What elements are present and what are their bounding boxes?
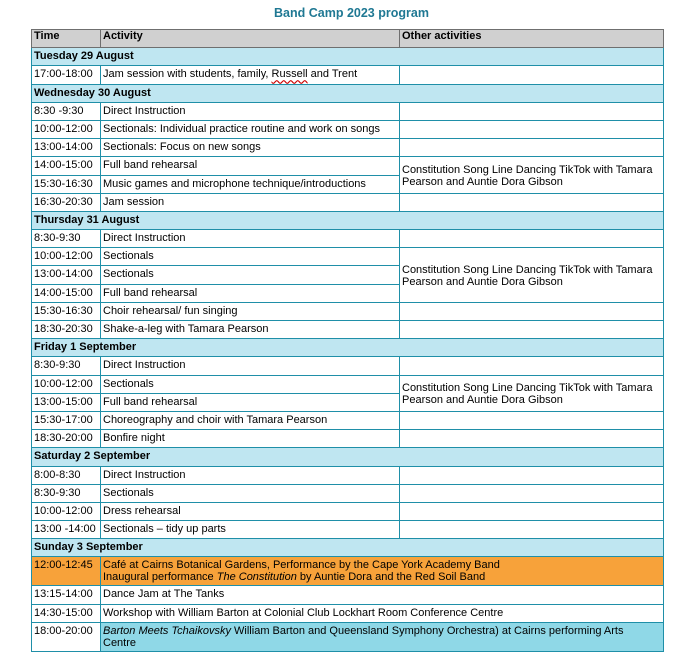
activity-cell (101, 622, 664, 651)
activity-cell: Choir rehearsal/ fun singing (101, 302, 400, 320)
time-cell: 10:00-12:00 (32, 502, 101, 520)
activity-cell: Full band rehearsal (101, 284, 400, 302)
activity-cell: Direct Instruction (101, 102, 400, 120)
activity-cell: Sectionals: Focus on new songs (101, 139, 400, 157)
table-row-highlighted (32, 622, 664, 651)
day-row (32, 539, 664, 557)
time-cell: 13:15-14:00 (32, 586, 101, 604)
other-activities-cell: Constitution Song Line Dancing TikTok with Tamara Pearson and Auntie Dora Gibson (400, 248, 664, 303)
table-row (32, 430, 664, 448)
day-row (32, 211, 664, 229)
activity-cell (101, 66, 400, 84)
other-cell (400, 102, 664, 120)
time-cell: 10:00-12:00 (32, 375, 101, 393)
table-row (32, 411, 664, 429)
table-row-highlighted (32, 557, 664, 586)
table-row (32, 248, 664, 266)
header-activity: Activity (101, 30, 400, 48)
time-cell: 8:30-9:30 (32, 357, 101, 375)
day-row (32, 339, 664, 357)
table-row (32, 484, 664, 502)
time-cell: 18:30-20:00 (32, 430, 101, 448)
table-row (32, 321, 664, 339)
time-cell: 17:00-18:00 (32, 66, 101, 84)
day-label: Wednesday 30 August (32, 84, 664, 102)
table-row (32, 466, 664, 484)
other-cell (400, 139, 664, 157)
time-cell: 8:30-9:30 (32, 230, 101, 248)
activity-line: Café at Cairns Botanical Gardens, Performance by the Cape York Academy Band (103, 559, 500, 572)
table-row (32, 302, 664, 320)
day-label: Thursday 31 August (32, 211, 664, 229)
time-cell: 18:00-20:00 (32, 622, 101, 651)
time-cell: 15:30-16:30 (32, 175, 101, 193)
table-header-row (32, 30, 664, 48)
activity-cell: Sectionals (101, 484, 400, 502)
activity-cell: Direct Instruction (101, 357, 400, 375)
day-row (32, 48, 664, 66)
activity-cell: Choreography and choir with Tamara Pearson (101, 411, 400, 429)
time-cell: 8:30 -9:30 (32, 102, 101, 120)
other-cell (400, 66, 664, 84)
table-row (32, 66, 664, 84)
other-cell (400, 502, 664, 520)
other-cell (400, 321, 664, 339)
activity-text: William Barton and Queensland Symphony Orchestra) at Cairns performing Arts (230, 624, 624, 637)
time-cell: 15:30-16:30 (32, 302, 101, 320)
time-cell: 14:00-15:00 (32, 284, 101, 302)
table-row (32, 521, 664, 539)
activity-cell: Sectionals (101, 266, 400, 284)
activity-cell: Direct Instruction (101, 230, 400, 248)
other-cell (400, 430, 664, 448)
activity-cell: Jam session (101, 193, 400, 211)
activity-cell: Sectionals (101, 375, 400, 393)
table-row (32, 357, 664, 375)
header-other: Other activities (400, 30, 664, 48)
header-time: Time (32, 30, 101, 48)
activity-line (103, 571, 661, 583)
table-row (32, 139, 664, 157)
other-cell (400, 230, 664, 248)
other-cell (400, 484, 664, 502)
other-cell (400, 357, 664, 375)
table-row (32, 586, 664, 604)
activity-text-underlined: Russell (271, 68, 308, 81)
day-row (32, 84, 664, 102)
activity-cell: Shake-a-leg with Tamara Pearson (101, 321, 400, 339)
table-row (32, 502, 664, 520)
program-table (31, 29, 664, 652)
activity-cell (101, 557, 664, 586)
other-cell (400, 521, 664, 539)
time-cell: 13:00 -14:00 (32, 521, 101, 539)
table-row (32, 375, 664, 393)
activity-cell: Sectionals: Individual practice routine and work on songs (101, 120, 400, 138)
other-cell (400, 411, 664, 429)
activity-text: by Auntie Dora and the Red Soil Band (296, 571, 486, 584)
page-title: Band Camp 2023 program (274, 6, 429, 20)
other-cell (400, 466, 664, 484)
table-row (32, 157, 664, 175)
activity-cell: Bonfire night (101, 430, 400, 448)
activity-text-italic: The Constitution (216, 571, 297, 584)
table-row (32, 230, 664, 248)
time-cell: 15:30-17:00 (32, 411, 101, 429)
activity-cell: Workshop with William Barton at Colonial Club Lockhart Room Conference Centre (101, 604, 664, 622)
table-row (32, 102, 664, 120)
other-cell (400, 193, 664, 211)
other-activities-cell: Constitution Song Line Dancing TikTok with Tamara Pearson and Auntie Dora Gibson (400, 375, 664, 411)
activity-cell: Dress rehearsal (101, 502, 400, 520)
time-cell: 8:00-8:30 (32, 466, 101, 484)
time-cell: 14:30-15:00 (32, 604, 101, 622)
activity-cell: Dance Jam at The Tanks (101, 586, 664, 604)
time-cell: 10:00-12:00 (32, 120, 101, 138)
day-label: Tuesday 29 August (32, 48, 664, 66)
activity-text: Jam session with students, family, (103, 68, 272, 81)
table-row (32, 120, 664, 138)
time-cell: 12:00-12:45 (32, 557, 101, 586)
activity-line: Centre (103, 636, 137, 649)
time-cell: 10:00-12:00 (32, 248, 101, 266)
activity-cell: Sectionals (101, 248, 400, 266)
activity-cell: Direct Instruction (101, 466, 400, 484)
table-row (32, 193, 664, 211)
activity-text: Inaugural performance (103, 571, 217, 584)
activity-cell: Sectionals – tidy up parts (101, 521, 400, 539)
time-cell: 18:30-20:30 (32, 321, 101, 339)
other-activities-cell: Constitution Song Line Dancing TikTok with Tamara Pearson and Auntie Dora Gibson (400, 157, 664, 193)
day-label: Saturday 2 September (32, 448, 664, 466)
other-cell (400, 302, 664, 320)
time-cell: 13:00-15:00 (32, 393, 101, 411)
time-cell: 13:00-14:00 (32, 139, 101, 157)
time-cell: 8:30-9:30 (32, 484, 101, 502)
time-cell: 14:00-15:00 (32, 157, 101, 175)
activity-cell: Full band rehearsal (101, 393, 400, 411)
table-row (32, 604, 664, 622)
time-cell: 13:00-14:00 (32, 266, 101, 284)
day-row (32, 448, 664, 466)
day-label: Sunday 3 September (32, 539, 664, 557)
activity-cell: Full band rehearsal (101, 157, 400, 175)
activity-text-italic: Barton Meets Tchaikovsky (103, 624, 231, 637)
activity-line (103, 625, 661, 637)
activity-cell: Music games and microphone technique/introductions (101, 175, 400, 193)
activity-text: and Trent (307, 68, 358, 81)
other-cell (400, 120, 664, 138)
day-label: Friday 1 September (32, 339, 664, 357)
time-cell: 16:30-20:30 (32, 193, 101, 211)
